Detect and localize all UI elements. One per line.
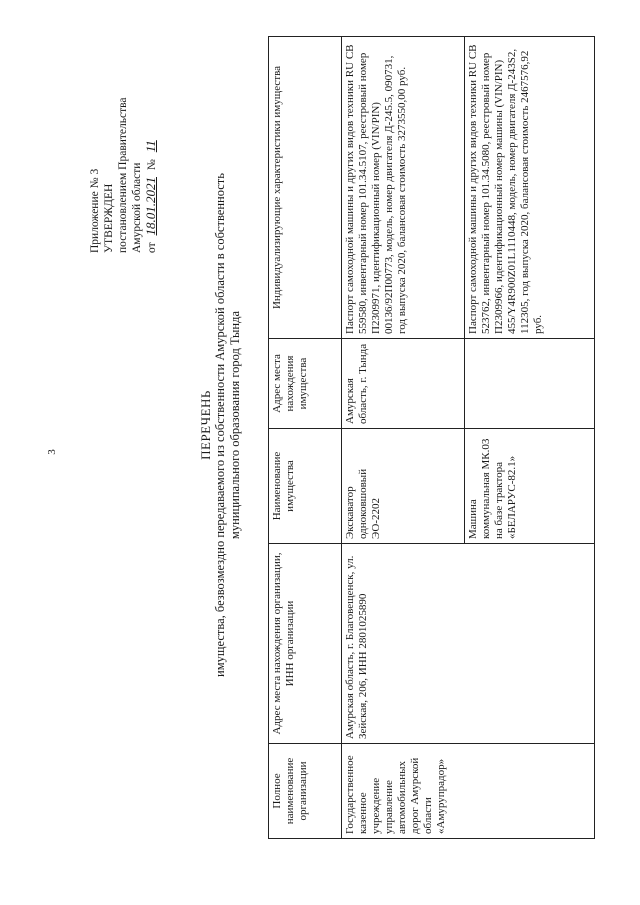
title-line-2: муниципального образования город Тында [228, 310, 242, 540]
page-number: 3 [46, 449, 58, 455]
cell-organization: Государственное казенное учреждение управление автомобильных дорог Амурской области «Амурупрадор» [342, 744, 595, 839]
handwritten-date: 18.01.2021 [143, 177, 158, 236]
date-prefix: от [146, 242, 158, 253]
cell-characteristics: Паспорт самоходной машины и других видов техники RU CB 523762, инвентарный номер 101.34.5080, реестровый номер П2309966, идентификационный номер машины (VIN/PIN) 455/Y4R900Z01L1110448, модель, номер двигателя Д-243S2, 112305, год выпуска 2020, балансовая стоимость 2467576,92 руб. [465, 37, 595, 339]
appendix-label: Приложение № 3 [89, 168, 101, 253]
document-title [198, 165, 243, 685]
handwritten-number: 11 [143, 140, 158, 153]
approved-region: Амурской области [131, 162, 143, 253]
approval-stamp [88, 33, 159, 253]
table-header-row [269, 37, 342, 839]
title-line-1: имущества, безвозмездно передаваемого из собственности Амурской области в собственность [213, 173, 227, 677]
cell-org-address: Амурская область, г. Благовещенск, ул. Зейская, 206, ИНН 2801025890 [342, 544, 595, 744]
title-heading: ПЕРЕЧЕНЬ [198, 390, 213, 460]
table-row [342, 37, 465, 839]
header-property-location: Адрес места нахождения имущества [269, 339, 342, 429]
approved-by: постановлением Правительства [117, 97, 129, 253]
approval-date-line [144, 33, 159, 253]
cell-characteristics: Паспорт самоходной машины и других видов техники RU CB 559580, инвентарный номер 101.34.5107, реестровый номер П2309971, идентификационный номер (VIN/PIN) 00136/92П00773, модель, номер двигателя Д-245.5, 090731, год выпуска 2020, балансовая стоимость 3273550,00 руб. [342, 37, 465, 339]
cell-property-location-empty [465, 339, 595, 429]
header-org-address: Адрес места нахождения организации, ИНН организации [269, 544, 342, 744]
property-table [268, 36, 595, 839]
cell-property-name: Экскаватор одноковшовый ЭО-2202 [342, 429, 465, 544]
approved-label: УТВЕРЖДЕН [103, 183, 115, 253]
header-property-name: Наименование имущества [269, 429, 342, 544]
number-prefix: № [146, 159, 158, 171]
header-characteristics: Индивидуализирующие характеристики имущества [269, 37, 342, 339]
cell-property-location: Амурская область, г. Тында [342, 339, 465, 429]
header-organization: Полное наименование организации [269, 744, 342, 839]
cell-property-name: Машина коммунальная МК.03 на базе трактора «БЕЛАРУС-82.1» [465, 429, 595, 544]
